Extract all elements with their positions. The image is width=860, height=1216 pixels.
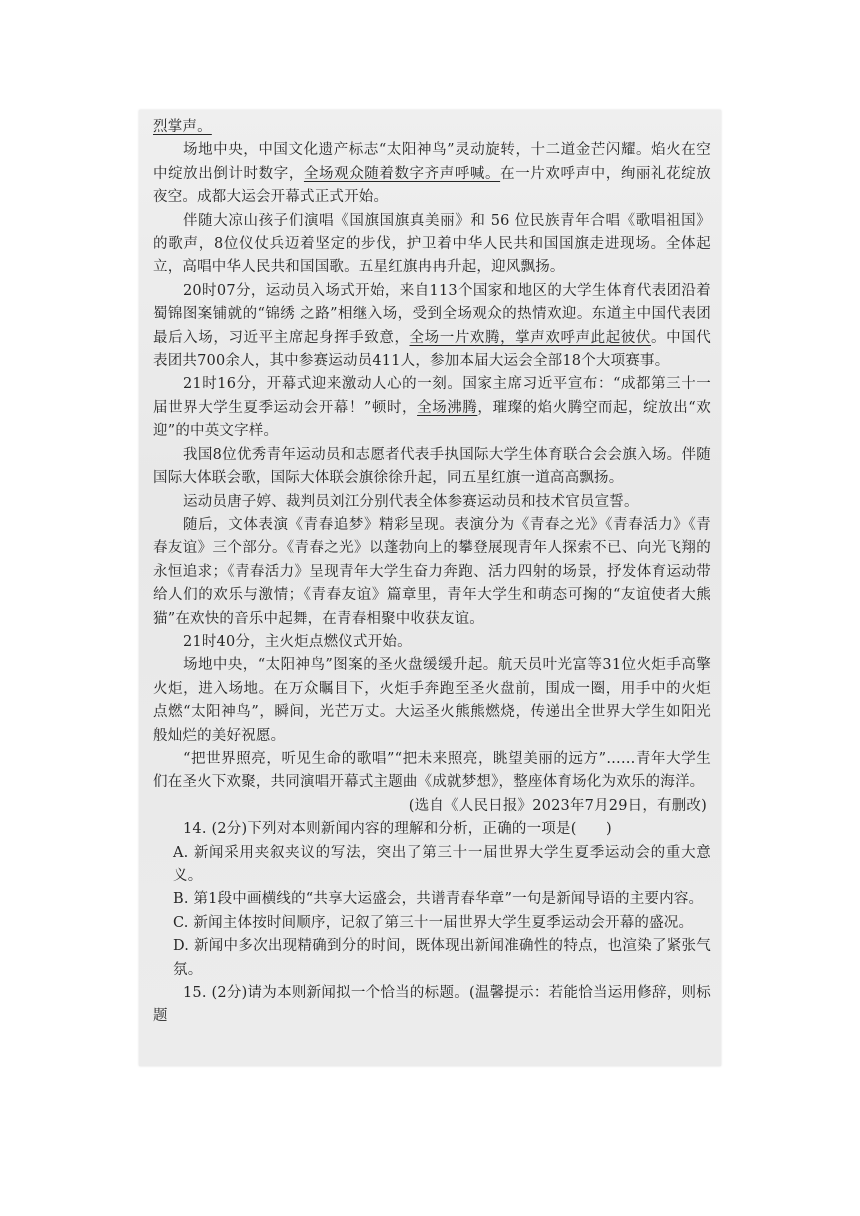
- paragraph-6: 运动员唐子婷、裁判员刘江分别代表全体参赛运动员和技术官员宣誓。: [183, 493, 639, 510]
- paragraph-1: [153, 139, 711, 209]
- source-citation: (选自《人民日报》2023年7月29日，有删改): [408, 797, 707, 814]
- paragraph-9: 场地中央，“太阳神鸟”图案的圣火盘缓缓升起。航天员叶光富等31位火炬手高擎火炬，进入场地。在万众瞩目下，火炬手奔跑至圣火盘前，围成一圈，用手中的火炬点燃“太阳神鸟”，瞬间，光芒万丈。大运圣火熊熊燃烧，传递出全世界大学生如阳光般灿烂的美好祝愿。: [153, 657, 711, 744]
- question-14: 14. (2分)下列对本则新闻内容的理解和分析，正确的一项是( ): [183, 821, 612, 838]
- text-run: 在一片欢呼声中，绚丽礼花绽放夜空。成都大运会开幕式正式开始。: [153, 165, 711, 206]
- underlined-fragment: 烈掌声。: [153, 119, 212, 135]
- text-run: 20时07分，运动员入场式开始，来自113个国家和地区的大学生体育代表团沿着蜀锦图案铺就的“锦绣 之路”相继入场，受到全场观众的热情欢迎。东道主中国代表团最后入场，习近平主席起身挥手致意，: [153, 282, 711, 346]
- paragraph-4: [153, 373, 711, 443]
- paragraph-3: [153, 280, 711, 374]
- paragraph-0: [153, 116, 711, 139]
- option-c: C. 新闻主体按时间顺序，记叙了第三十一届世界大学生夏季运动会开幕的盛况。: [173, 914, 694, 931]
- underlined-fragment: 全场观众随着数字齐声呼喊。: [303, 165, 501, 182]
- text-run: 21时16分，开幕式迎来激动人心的一刻。国家主席习近平宣布：“成都第三十一届世界大学生夏季运动会开幕！”顿时，: [153, 376, 711, 416]
- article-body: [139, 110, 721, 1029]
- paragraph-8: 21时40分，主火炬点燃仪式开始。: [183, 633, 412, 650]
- paragraph-10: “把世界照亮，听见生命的歌唱”“把未来照亮，眺望美丽的远方”……青年大学生们在圣火下欢聚，共同演唱开幕式主题曲《成就梦想》，整座体育场化为欢乐的海洋。: [153, 750, 711, 791]
- option-a: A. 新闻采用夹叙夹议的写法，突出了第三十一届世界大学生夏季运动会的重大意义。: [173, 844, 711, 884]
- underlined-fragment: 全场一片欢腾，掌声欢呼声此起彼伏: [409, 329, 652, 346]
- text-run: 场地中央，中国文化遗产标志“太阳神鸟”灵动旋转，十二道金芒闪耀。焰火在空中绽放出倒计时数字，: [153, 142, 711, 182]
- paragraph-5: 我国8位优秀青年运动员和志愿者代表手执国际大学生体育联合会会旗入场。伴随国际大体联会歌，国际大体联会旗徐徐升起，同五星红旗一道高高飘扬。: [153, 446, 711, 487]
- text-run: ，璀璨的焰火腾空而起，绽放出“欢迎”的中英文字样。: [153, 399, 711, 440]
- underlined-fragment: 全场沸腾: [417, 399, 478, 416]
- question-15: 15. (2分)请为本则新闻拟一个恰当的标题。(温馨提示：若能恰当运用修辞，则标题: [153, 985, 711, 1025]
- option-b: B. 第1段中画横线的“共享大运盛会，共谱青春华章”一句是新闻导语的主要内容。: [173, 891, 704, 908]
- scanned-page-photo: [139, 110, 721, 1066]
- option-d: D. 新闻中多次出现精确到分的时间，既体现出新闻准确性的特点，也渲染了紧张气氛。: [173, 938, 711, 978]
- paragraph-2: 伴随大凉山孩子们演唱《国旗国旗真美丽》和 56 位民族青年合唱《歌唱祖国》的歌声，8位仪仗兵迈着坚定的步伐，护卫着中华人民共和国国旗走进现场。全体起立，高唱中华人民共和国国歌。五星红旗冉冉升起，迎风飘扬。: [153, 212, 711, 276]
- paragraph-7: 随后，文体表演《青春追梦》精彩呈现。表演分为《青春之光》《青春活力》《青春友谊》三个部分。《青春之光》以蓬勃向上的攀登展现青年人探索不已、向光飞翔的永恒追求；《青春活力》呈现青年大学生奋力奔跑、活力四射的场景，抒发体育运动带给人们的欢乐与激情；《青春友谊》篇章里，青年大学生和萌态可掬的“友谊使者大熊猫”在欢快的音乐中起舞，在青春相聚中收获友谊。: [153, 516, 711, 627]
- text-run: 。中国代表团共700余人，其中参赛运动员411人，参加本届大运会全部18个大项赛事。: [153, 329, 711, 370]
